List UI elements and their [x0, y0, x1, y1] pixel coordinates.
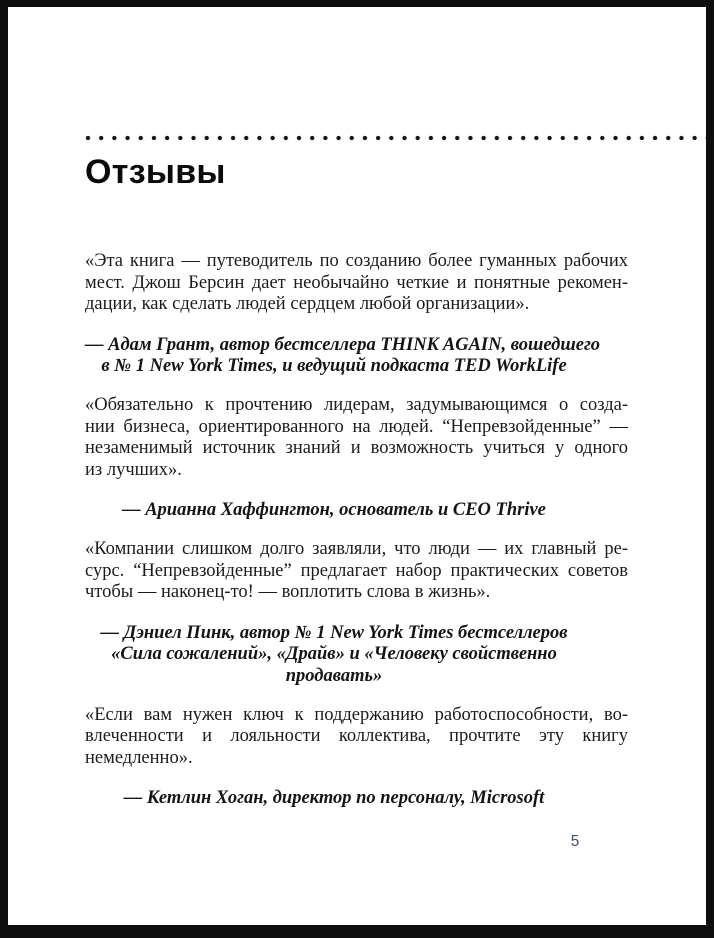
testimonial-quote — [85, 539, 628, 604]
testimonials-list — [85, 251, 628, 810]
testimonial-quote — [85, 395, 628, 481]
testimonial-attribution — [85, 500, 628, 522]
quote-line: из лучших». — [85, 459, 182, 480]
quote-line: дации, как сделать людей сердцем любой организации». — [85, 294, 530, 315]
testimonial-attribution — [85, 623, 628, 688]
book-page — [8, 7, 706, 925]
attribution-line: — Адам Грант, автор бестселлера THINK AGAIN, вошедшего — [85, 334, 601, 355]
quote-line: влеченности и лояльности коллектива, прочтите эту книгу — [85, 726, 628, 747]
quote-line: сурс. “Непревзойденные” предлагает набор практических советов — [85, 560, 628, 581]
quote-line: «Обязательно к прочтению лидерам, задумывающимся о созда- — [85, 394, 628, 415]
testimonial-quote — [85, 251, 628, 316]
page-number: 5 — [570, 833, 580, 850]
quote-line: «Если вам нужен ключ к поддержанию работоспособности, во- — [85, 704, 628, 725]
quote-line: «Компании слишком долго заявляли, что люди — их главный ре- — [85, 538, 628, 559]
quote-line: мест. Джош Берсин дает необычайно четкие и понятные рекомен- — [85, 272, 628, 293]
quote-line: немедленно». — [85, 747, 193, 768]
testimonial-attribution — [85, 788, 628, 810]
attribution-line: «Сила сожалений», «Драйв» и «Человеку свойственно — [111, 644, 557, 665]
attribution-line: продавать» — [285, 665, 383, 686]
testimonial-quote — [85, 705, 628, 770]
quote-line: нии бизнеса, ориентированного на людей. “Непревзойденные” — — [85, 416, 628, 437]
attribution-line: — Арианна Хаффингтон, основатель и CEO Thrive — [122, 500, 546, 521]
page-title: Отзывы — [85, 153, 226, 191]
quote-line: чтобы — наконец-то! — воплотить слова в жизнь». — [85, 582, 491, 603]
attribution-line: в № 1 New York Times, и ведущий подкаста TED WorkLife — [101, 356, 567, 377]
dotted-rule — [85, 135, 706, 141]
quote-line: «Эта книга — путеводитель по созданию более гуманных рабочих — [85, 251, 628, 271]
quote-line: незаменимый источник знаний и возможность учиться у одного — [85, 438, 628, 459]
attribution-line: — Дэниел Пинк, автор № 1 New York Times бестселлеров — [100, 622, 568, 643]
attribution-line: — Кетлин Хоган, директор по персоналу, Microsoft — [123, 788, 545, 809]
testimonial-attribution — [85, 335, 628, 378]
